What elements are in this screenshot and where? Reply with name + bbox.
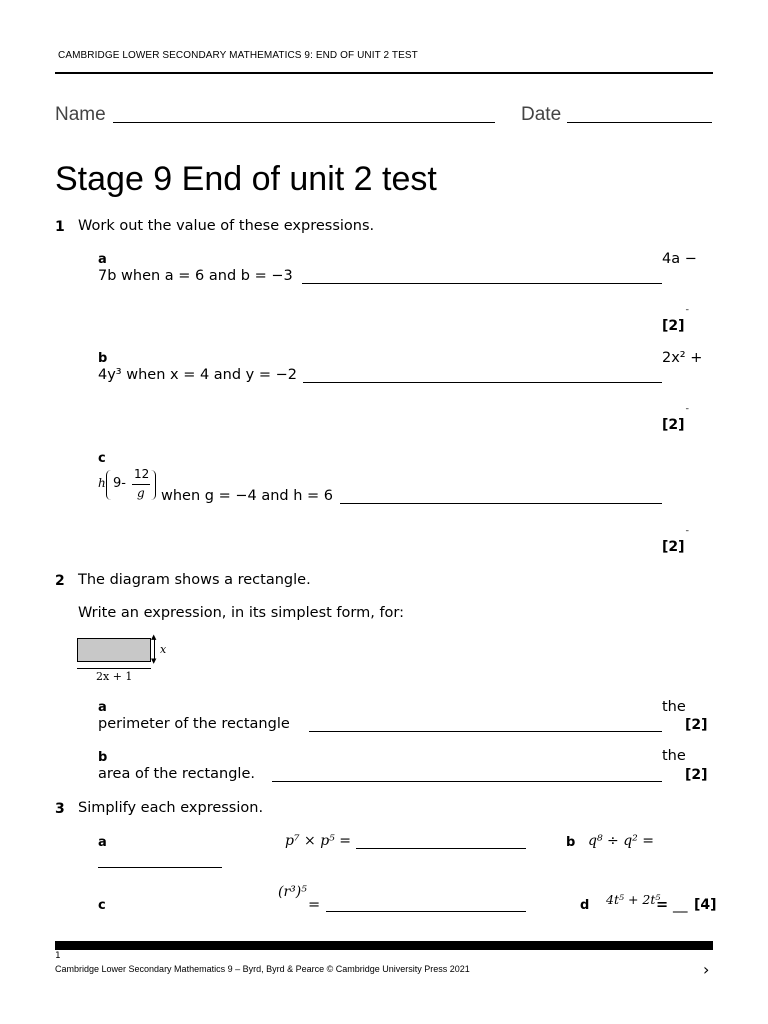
marks: [2]	[662, 539, 685, 555]
equals-sign: =	[656, 897, 669, 913]
expression: p⁷ × p⁵ =	[285, 833, 351, 849]
part-word: the	[662, 748, 686, 764]
header-rule	[55, 72, 713, 74]
right-bracket	[151, 470, 156, 500]
arrow-tip-down: ▼	[151, 657, 157, 665]
numerator: 12	[134, 467, 150, 481]
date-field[interactable]	[567, 122, 712, 123]
marks: [2]	[685, 767, 708, 783]
expression-tail: 2x² +	[662, 350, 703, 366]
answer-line[interactable]	[98, 867, 222, 868]
name-label: Name	[55, 104, 106, 125]
date-label: Date	[521, 104, 562, 125]
page-number: 1	[55, 951, 61, 961]
next-arrow-icon: ›	[703, 960, 710, 979]
question-prompt: Simplify each expression.	[78, 800, 264, 816]
left-bracket	[106, 470, 111, 500]
page-title: Stage 9 End of unit 2 test	[55, 160, 437, 198]
part-label: b	[98, 750, 108, 765]
marks: [2]	[685, 717, 708, 733]
part-label: a	[98, 252, 107, 267]
answer-line[interactable]	[356, 848, 526, 849]
expression: (r³)⁵	[278, 884, 307, 900]
expression: q⁸ ÷ q² =	[588, 833, 654, 849]
answer-line[interactable]	[340, 503, 662, 504]
part-label: b	[98, 351, 108, 366]
mark-tick: ¯	[685, 530, 690, 540]
part-label: c	[98, 898, 106, 913]
expression-tail: 4a −	[662, 251, 697, 267]
footer-rule	[55, 941, 713, 950]
part-label: d	[580, 898, 590, 913]
expression-text: 4y³ when x = 4 and y = −2	[98, 367, 297, 383]
part-text: perimeter of the rectangle	[98, 716, 290, 732]
answer-line[interactable]	[309, 731, 662, 732]
expression-text: when g = −4 and h = 6	[161, 488, 333, 504]
answer-line[interactable]	[302, 283, 662, 284]
arrow-tip-up: ▲	[151, 633, 157, 641]
variable-h: h	[98, 476, 106, 490]
part-label: b	[566, 835, 576, 850]
question-instruction: Write an expression, in its simplest form, for:	[78, 605, 405, 621]
bottom-label: 2x + 1	[96, 670, 133, 683]
footer-text: Cambridge Lower Secondary Mathematics 9 – Byrd, Byrd & Pearce © Cambridge University Press 2021	[55, 964, 470, 974]
mark-tick: ¯	[685, 408, 690, 418]
side-label: x	[160, 643, 167, 656]
part-label: a	[98, 700, 107, 715]
part-word: the	[662, 699, 686, 715]
name-field[interactable]	[113, 122, 495, 123]
question-number: 3	[55, 801, 65, 817]
marks: [2]	[662, 318, 685, 334]
rectangle-diagram	[74, 633, 174, 686]
part-text: area of the rectangle.	[98, 766, 255, 782]
question-number: 2	[55, 573, 65, 589]
part-label: c	[98, 451, 106, 466]
question-number: 1	[55, 219, 65, 235]
marks: [2]	[662, 417, 685, 433]
equals-sign: =	[308, 897, 321, 913]
mark-tick: ¯	[685, 309, 690, 319]
expression-text: 7b when a = 6 and b = −3	[98, 268, 293, 284]
question-prompt: Work out the value of these expressions.	[78, 218, 375, 234]
denominator: g	[137, 486, 145, 500]
rectangle-shape	[77, 638, 151, 662]
width-arrow	[77, 668, 151, 669]
fraction-expression	[97, 466, 159, 506]
fraction-bar	[132, 484, 150, 485]
nine-minus: 9-	[113, 476, 126, 491]
part-label: a	[98, 835, 107, 850]
answer-line[interactable]	[303, 382, 662, 383]
answer-line[interactable]	[326, 911, 526, 912]
running-header: CAMBRIDGE LOWER SECONDARY MATHEMATICS 9: END OF UNIT 2 TEST	[58, 50, 418, 61]
expression: 4t⁵ + 2t⁵	[606, 892, 661, 907]
answer-line[interactable]	[272, 781, 662, 782]
answer-blank[interactable]: __	[673, 897, 688, 913]
marks: [4]	[694, 897, 717, 913]
question-prompt: The diagram shows a rectangle.	[78, 572, 311, 588]
